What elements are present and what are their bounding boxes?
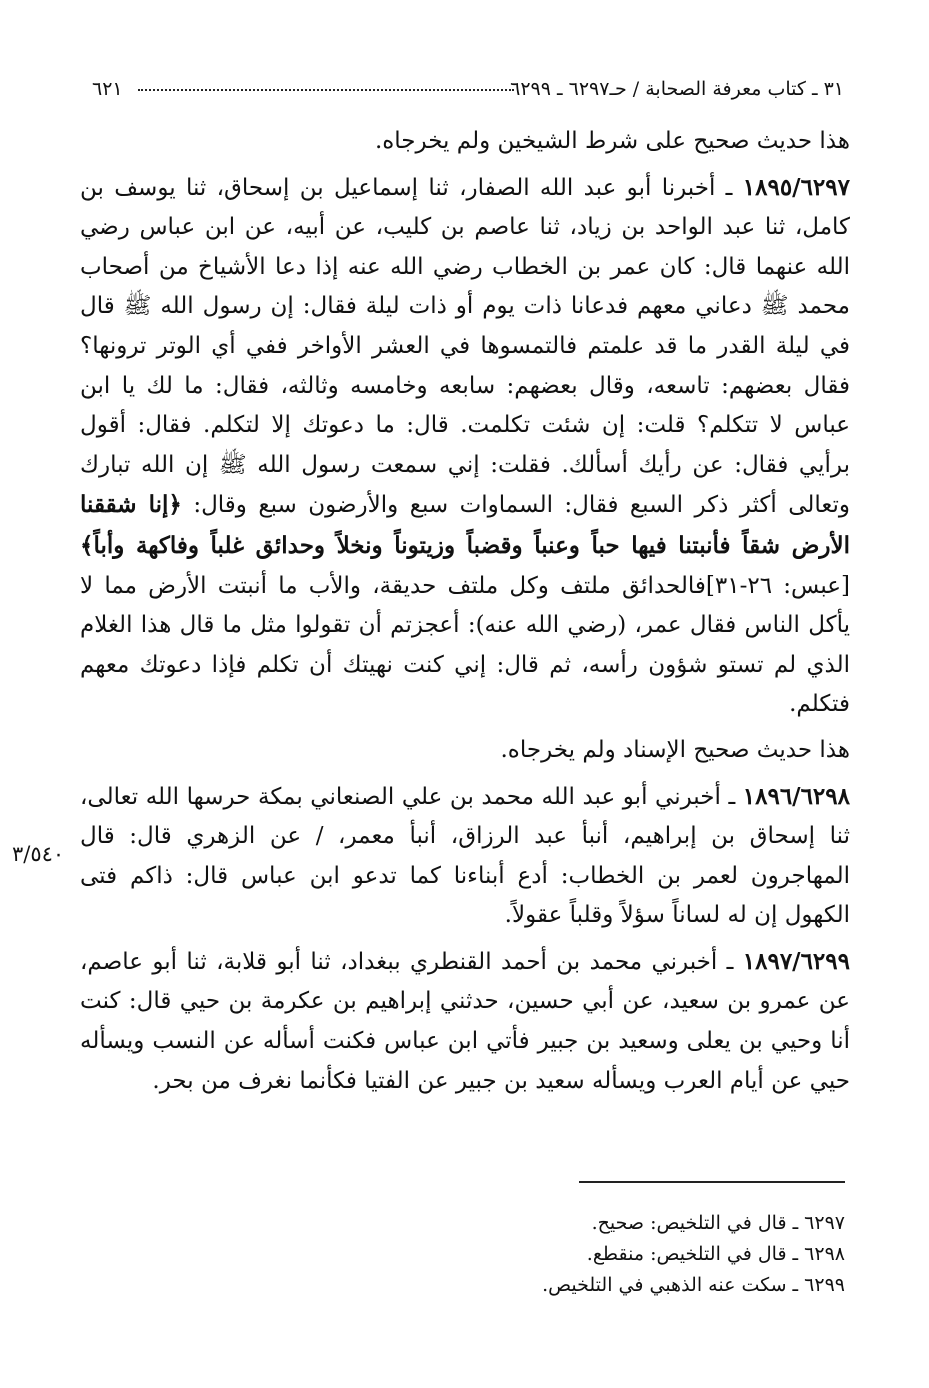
hadith-number: ١٨٩٥/٦٢٩٧ [742,173,850,201]
footnote: ٦٢٩٨ ـ قال في التلخيص: منقطع. [586,1243,845,1265]
paragraph-1: هذا حديث صحيح على شرط الشيخين ولم يخرجاه. [374,128,850,154]
hadith-6297: ١٨٩٥/٦٢٩٧ ـ أخبرنا أبو عبد الله الصفار، ثنا إسماعيل بن إسحاق، ثنا يوسف بن كامل، ثنا عبد الواحد بن زياد، ثنا عاصم بن كليب، عن أبيه، عن ابن عباس رضي الله عنهما قال: كان عمر بن الخطاب رضي الله عنه إذا دعا الأشياخ من أصحاب محمد ﷺ دعاني معهم فدعانا ذات يوم أو ذات ليلة فقال: إن رسول الله ﷺ قال في ليلة القدر ما قد علمتم فالتمسوها في العشر الأواخر ففي أي الوتر ترونها؟ فقال بعضهم: تاسعه، وقال بعضهم: سابعه وخامسه وثالثه، فقال: ما لك يا ابن عباس لا تتكلم؟ قلت: إن شئت تكلمت. قال: ما دعوتك إلا لتكلم. فقال: أقول برأيي فقال: عن رأيك أسألك. فقلت: إني سمعت رسول الله ﷺ إن الله تبارك وتعالى أكثر ذكر السبع فقال: السماوات سبع والأرضون سبع وقال: ﴿إنا شققنا الأرض شقاً فأنبتنا فيها حباً وعنباً وقضباً وزيتوناً ونخلاً وحدائق غلباً وفاكهة وأباً﴾ [عبس: ٢٦-٣١]فالحدائق ملتف وكل ملتف حديقة، والأب ما أنبتت الأرض مما لا يأكل الناس فقال عمر، (رضي الله عنه): أعجزتم أن تقولوا مثل ما قال هذا الغلام الذي لم تستو شؤون رأسه، ثم قال: إني كنت نهيتك أن تكلم فإذا دعوتك معهم فتكلم. [80,173,850,718]
margin-reference: ٣/٥٤٠ [12,842,65,866]
footnote: ٦٢٩٧ ـ قال في التلخيص: صحيح. [591,1212,845,1234]
hadith-number: ١٨٩٦/٦٢٩٨ [742,782,850,810]
hadith-6298: ١٨٩٦/٦٢٩٨ ـ أخبرني أبو عبد الله محمد بن علي الصنعاني بمكة حرسها الله تعالى، ثنا إسحاق بن إبراهيم، أنبأ عبد الرزاق، أنبأ معمر، / عن الزهري قال: قال المهاجرون لعمر بن الخطاب: أدع أبناءنا كما تدعو ابن عباس قال: ذاكم فتى الكهول إن له لساناً سؤلاً وقلباً عقولاً. [80,782,850,929]
hadith-6299: ١٨٩٧/٦٢٩٩ ـ أخبرني محمد بن أحمد القنطري ببغداد، ثنا أبو قلابة، ثنا أبو عاصم، عن عمرو بن سعيد، عن أبي حسين، حدثني إبراهيم بن عكرمة بن حيي قال: كنت أنا وحيي بن يعلى وسعيد بن جبير فأتي ابن عباس فكنت أسأله عن النسب ويسأله حيي عن أيام العرب ويسأله سعيد بن جبير عن الفتيا فكأنما نغرف من بحر. [80,947,850,1094]
running-header [92,74,844,104]
paragraph-3: هذا حديث صحيح الإسناد ولم يخرجاه. [500,736,850,763]
page-number: ٦٢١ [92,78,123,100]
footnote: ٦٢٩٩ ـ سكت عنه الذهبي في التلخيص. [542,1274,845,1296]
main-text [80,122,850,1107]
footnote-divider [579,1181,845,1183]
footnotes [245,1208,845,1301]
quran-verse: ﴿إنا شققنا الأرض شقاً فأنبتنا فيها حباً وعنباً وقضباً وزيتوناً ونخلاً وحدائق غلباً وفاكهة وأباً﴾ [80,491,850,559]
header-leader-dots [138,89,514,91]
header-title: ٣١ ـ كتاب معرفة الصحابة / حـ٦٢٩٧ ـ ٦٢٩٩ [504,74,844,104]
hadith-number: ١٨٩٧/٦٢٩٩ [742,947,850,975]
